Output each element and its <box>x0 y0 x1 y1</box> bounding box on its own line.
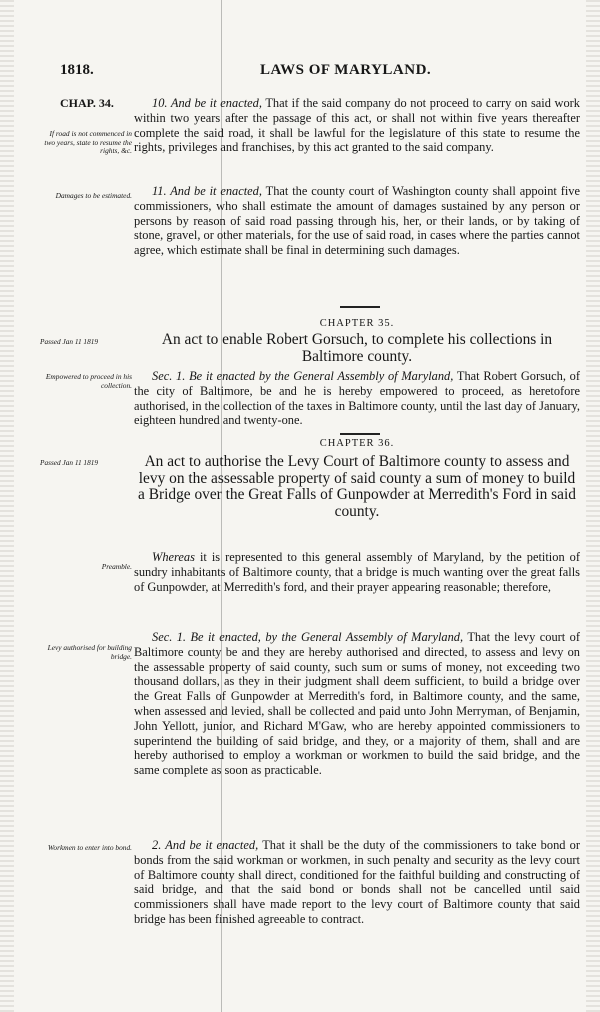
passed-note-35: Passed Jan 11 1819 <box>40 337 99 346</box>
preamble-lead: Whereas <box>152 550 195 564</box>
margin-note-workmen: Workmen to enter into bond. <box>47 843 132 852</box>
divider-rule <box>340 306 380 308</box>
scan-edge-right <box>586 0 600 1012</box>
section-11 <box>134 184 580 258</box>
section-10-lead: 10. And be it enacted, <box>152 96 262 110</box>
chapter-36-heading: CHAPTER 36. <box>319 438 395 449</box>
chapter-36-title: An act to authorise the Levy Court of Baltimore county to assess and levy on the assessable property of said county a sum of money to build a Bridge over the Great Falls of Gunpowder at Merredith's Ford in said county. <box>138 453 576 520</box>
chapter-marker: CHAP. 34. <box>60 96 114 110</box>
margin-note-road: If road is not commenced in two years, state to resume the rights, &c. <box>44 129 132 156</box>
chapter-35-title: An act to enable Robert Gorsuch, to complete his collections in Baltimore county. <box>161 331 553 365</box>
chapter-36-sec1-lead: Sec. 1. Be it enacted, by the General Assembly of Maryland, <box>152 630 464 644</box>
chapter-35-sec1-lead: Sec. 1. Be it enacted by the General Assembly of Maryland, <box>152 369 454 383</box>
chapter-36-sec2-body: That it shall be the duty of the commissioners to take bond or bonds from the said workman or workmen, in such penalty and security as the levy court of Baltimore county shall direct, conditioned for the faithful building and constructing of said bridge, and that the said bond or bonds shall not be cancelled until said commissioners shall have made report to the levy court of Baltimore county that said bridge has been finished agreeable to contract. <box>134 838 581 926</box>
chapter-35-heading: CHAPTER 35. <box>319 318 395 329</box>
section-11-body: That the county court of Washington county shall appoint five commissioners, who shall estimate the amount of damages sustained by any person or persons by reason of said road passing through his, her, or their lands, or by taking of stone, gravel, or other materials, for the use of said road, in cases where the parties cannot agree, which estimate shall be final in determining such damages. <box>134 184 581 258</box>
chapter-35-sec1-body: That Robert Gorsuch, of the city of Baltimore, be and he is hereby empowered to proceed, as heretofore authorised, in the collection of the taxes in Baltimore county, until the last day of January, eighteen hundred and twenty-one. <box>134 369 581 428</box>
chapter-36-section-2 <box>134 838 580 927</box>
chapter-36-sec2-lead: 2. And be it enacted, <box>152 838 259 852</box>
section-10-body: That if the said company do not proceed to carry on said work within two years after the passage of this act, or shall not within five years thereafter complete the said road, it shall be lawful for the legislature of this state to resume the rights, privileges and franchises, by this act granted to the said company. <box>134 96 580 155</box>
chapter-36-preamble <box>134 550 580 594</box>
header-title: LAWS OF MARYLAND. <box>260 62 432 78</box>
margin-note-preamble: Preamble. <box>101 562 132 571</box>
chapter-35-section-1 <box>134 369 580 428</box>
passed-note-36: Passed Jan 11 1819 <box>40 458 99 467</box>
divider-rule-2 <box>340 433 380 435</box>
margin-note-levy: Levy authorised for building bridge. <box>47 643 132 661</box>
margin-note-empowered: Empowered to proceed in his collection. <box>45 372 132 390</box>
running-header <box>60 62 585 86</box>
margin-note-damages: Damages to be estimated. <box>55 191 132 200</box>
section-10 <box>134 96 580 155</box>
section-11-lead: 11. And be it enacted, <box>152 184 262 198</box>
header-year: 1818. <box>60 62 94 78</box>
chapter-36-sec1-body: That the levy court of Baltimore county be and they are hereby authorised and directed, to assess and levy on the assessable property of said county, such sum or sums of money, not exceeding two thousand dollars, as they in their judgment shall deem sufficient, to build a bridge over the Great Falls of Gunpowder at Merredith's ford, in Baltimore county, and the same, when assessed and levied, shall be collected and paid unto John Merryman, of Benjamin, John Yellott, junior, and Richard M'Gaw, who are hereby appointed commissioners to superintend the building of said bridge, and they, or a majority of them, shall and are hereby authorised to employ a workman or workmen to build the said bridge, and the same complete as soon as practicable. <box>134 630 580 778</box>
preamble-body: it is represented to this general assembly of Maryland, by the petition of sundry inhabitants of Baltimore county, that a bridge is much wanting over the great falls of Gunpowder, at Merredith's ford, and their prayer appearing reasonable; therefore, <box>134 550 580 594</box>
chapter-36-section-1 <box>134 630 580 778</box>
scan-edge-left <box>0 0 14 1012</box>
